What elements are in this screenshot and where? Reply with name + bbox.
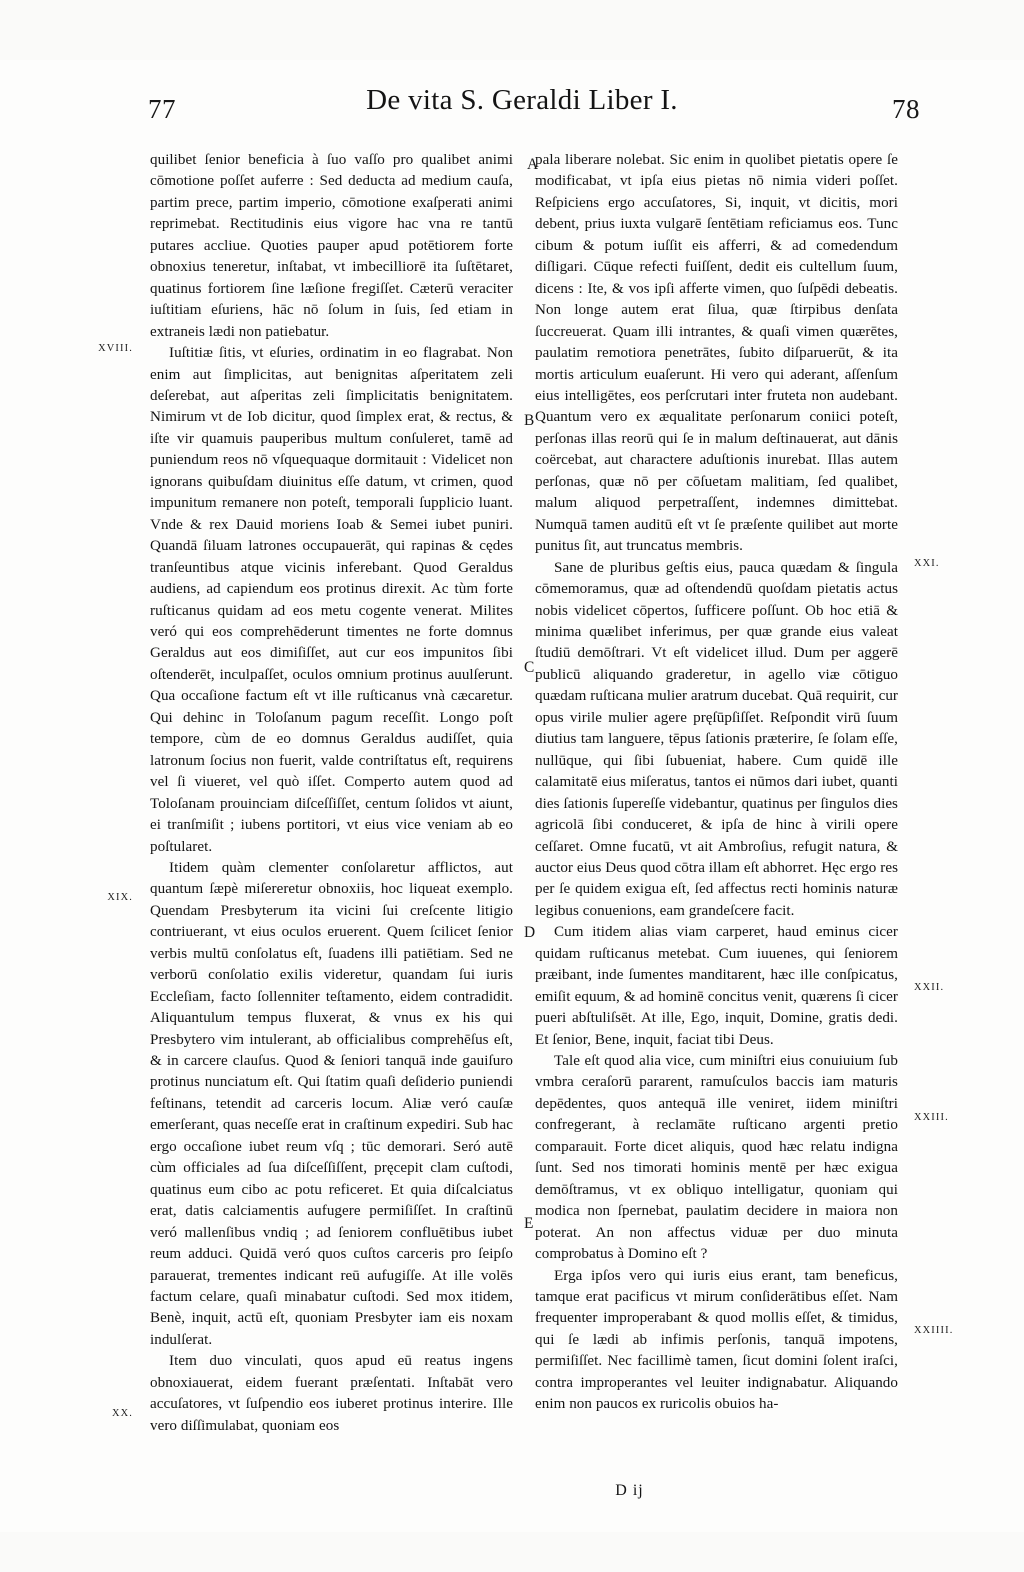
scan-edge-bottom [0,1532,1024,1572]
marginal-letter-e: E [524,1215,534,1232]
running-head [120,84,924,132]
section-number-xviii: XVIII. [98,343,133,354]
column-right [535,150,954,1437]
marginal-letter-a: A [527,156,539,173]
section-number-xix: XIX. [107,892,133,903]
section-number-xxii: XXII. [914,982,945,993]
paragraph: Erga ipſos vero qui iuris eius erant, tam beneficus, tamque erat pacificus vt mirum conſiderātibus eſſet. Nam frequenter improperabant & quod mollis eſſet, & timidus, qui ſe lædi ab infimis perſonis, tanquā impotens, permiſiſſet. Nec facillimè tamen, ſicut domini ſolent iraſci, contra improperantes vel leuiter indignabatur. Aliquando enim non paucos ex ruricolis obuios ha- [535,1267,898,1413]
paragraph: quilibet ſenior beneficia à ſuo vaſſo pro qualibet animi cōmotione poſſet auferre : Sed deducta ad medium cauſa, partim prece, partim imperio, cōmotione exaſperati animi reprimebat. Rectitudinis eius vigore hac vna re tantū putares accliue. Quoties pauper apud potētiorem forte obnoxius teneretur, inſtabat, vt imbecilliorē ita ſuſtētaret, quatinus fortiorem ſine læſione fregiſſet. Cæterū veraciter iuſtitiam eſuriens, hāc nō ſolum in ſuis, ſed etiam in extraneis lædi non patiebatur. [150,152,513,340]
paragraph: Item duo vinculati, quos apud eū reatus ingens obnoxiauerat, eidem fuerant præſentati. Inſtabāt vero accuſatores, vt ſuſpendio eos iuberet protinus interire. Ille vero diſſimulabat, quoniam eos [150,1353,513,1434]
section-number-xx: XX. [111,1408,133,1419]
scan-edge-top [0,0,1024,60]
folio-number-verso: 77 [148,94,176,124]
section-number-xxiii: XXIII. [914,1112,949,1123]
text-body [98,150,954,1437]
paragraph: Itidem quàm clementer conſolaretur afflictos, aut quantum ſæpè miſereretur obnoxiis, hoc liqueat exemplo. Quendam Presbyterum ita vicini ſui creſcente litigio contriuerant, vt eius oculos eruerent. Quem ſcilicet ſenior verbis multū conſolatus eſt, ſuadens illi patiētiam. Sed ne verborū conſolatio exilis videretur, quandam ſui iuris Eccleſiam, facto ſollenniter teſtamento, eidem contradidit. Aliquantulum tempus fluxerat, & vnus ex his qui Presbytero vim intulerant, ab officialibus comprehēſus eſt, & in carcere clauſus. Quod & ſeniori tanquā inde gauiſuro protinus nunciatum eſt. Qui ſtatim quaſi deſiderio puniendi feſtinans, tetendit ad carceris locum. Aliæ veró cauſæ emerſerant, quas neceſſe erat in craſtinum expediri. Sub hac ergo occaſione iubet reum vſq ; tūc demorari. Seró autē cùm officiales ad ſua diſceſſiſſent, pręcepit clam cuſtodi, quatinus eum cibo ac potu reficeret. Et quia diſcalciatus erat, datis calciamentis aufugere permiſiſſet. In craſtinū veró mallenſibus vndiq ; ad ſeniorem confluētibus iubet reum adduci. Quidā veró quos cuſtos carceris pro ſeipſo parauerat, trementes indicant reū aufugiſſe. At ille volēs factum celare, quaſi minabatur cuſtodi. Sed mox itidem, Benè, inquit, actū eſt, quoniam Presbyter iam eis noxam indulſerat. [150,859,513,1348]
folio-number-recto: 78 [892,94,920,124]
marginal-letter-c: C [524,659,535,676]
section-number-xxiiii: XXIIII. [914,1325,954,1336]
paragraph: Cum itidem alias viam carperet, haud eminus cicer quidam ruſticanus metebat. Cum iuuenes, qui ſeniorem præibant, inde ſumentes manditarent, hæc ille conſpicatus, emiſit equum, & ad hominē concitus venit, quærens ſi cicer pueri abſtuliſsēt. At ille, Ego, inquit, Domine, gratis dedi. Et ſenior, Bene, inquit, faciat tibi Deus. [535,924,898,1048]
marginal-letter-d: D [524,924,536,941]
signature-mark: D ij [615,1482,644,1499]
paragraph: pala liberare nolebat. Sic enim in quolibet pietatis opere ſe modificabat, vt ipſa eius pietas nō nimia videri poſſet. Reſpiciens ergo accuſatores, Si, inquit, vt dicitis, mori debent, prius iuxta vulgarē ſentētiam reficiamus eos. Tunc cibum & potum iuſſit eis afferri, & ad comedendum diſligari. Cūque refecti fuiſſent, dedit eis cultellum ſuum, dicens : Ite, & vos ipſi afferte vimen, quo ſuſpēdi debeatis. Non longe autem erat ſilua, quæ ſtirpibus denſata ſuccreuerat. Quam illi intrantes, & quaſi vimen quærētes, paulatim remotiora penetrātes, ſubito diſparuerūt, & ita mortis articulum euaſerunt. Hi vero qui aderant, aſſenſum eius intelligētes, eos perſcrutari inter fruteta non audebant. Quantum vero ex æqualitate perſonarum coniici poteſt, perſonas illas reorū qui ſe in malum deſtinauerat, aut dānis coërcebat, aut charactere aduſtionis inurebat. Illas autem perſonas, quæ nō per cōſuetam malitiam, ſed qualibet, malum aliquod perpetraſſent, indemnes dimittebat. Numquā tamen auditū eſt vt ſe præſente quilibet aut morte punitus ſit, aut truncatus membris. [535,152,898,555]
page-title: De vita S. Geraldi Liber I. [366,84,678,116]
paragraph: Sane de pluribus geſtis eius, pauca quædam & ſingula cōmemoramus, quæ ad oſtendendū quoſdam pietatis actus nobis videlicet cōpertos, ſufficere poſſunt. Ob hoc etiā & minima quælibet inferimus, per quæ grande eius valeat ſtudiū demōſtrari. Vt eſt videlicet illud. Dum per aggerē publicū aliquando graderetur, in agello viæ cōtiguo quædam ruſticana mulier aratrum ducebat. Quā requirit, cur opus virile mulier agere pręſūpſiſſet. Reſpondit virū ſuum diutius tam languere, tēpus ſationis præterire, ſe ſolam eſſe, nullūque, qui ſibi ſubueniat, habere. Cum quidē ille calamitatē eius miſeratus, tantos ei nūmos dari iubet, quanti dies ſationis ſupereſſe videbantur, quatinus per ſingulos dies agricolā ſibi conduceret, & ipſa de hinc à virili opere ceſſaret. Omne fucatū, vt ait Ambroſius, refugit natura, & auctor eius Deus quod cōtra illam eſt abhorret. Hęc ergo res per ſe quidem exigua eſt, ſed affectus recti hominis naturæ legibus conuenions, eam grandeſcere facit. [535,559,898,919]
paragraph: Iuſtitiæ ſitis, vt eſuries, ordinatim in eo flagrabat. Non enim aut ſimplicitas, aut benignitas aſperitatem zeli deſerebat, aut aſperitas zeli ſimplicitatis benignitatem. Nimirum vt de Iob dicitur, quod ſimplex erat, & rectus, & iſte vir quamuis pauperibus multum conſuleret, tamē ad puniendum reos nō vſquequaque dormitauit : Videlicet non ignorans quibuſdam diuinitus eſſe datum, vt crimen, quod impunitum remanere non poteſt, temporali ſupplicio luant. Vnde & rex Dauid moriens Ioab & Semei iubet puniri. Quandā ſiluam latrones occupauerāt, qui rapinas & cędes tranſeuntibus atque vicinis inferebant. Quod Geraldus audiens, ad capiendum eos protinus direxit. Ac tùm forte ruſticanus quidam ad eos metu cogente venerat. Milites veró qui eos comprehēderunt timentes ne forte domnus Geraldus aut eos dimiſiſſet, aut cur eos impunitos ſibi oſtenderēt, inculpaſſet, oculos omnium protinus auulſerunt. Qua occaſione factum eſt vt ille ruſticanus vnà cæcaretur. Qui dehinc in Toloſanum pagum receſſit. Longo poſt tempore, cùm de eo domnus Geraldus audiſſet, quia latronum ſocius non fuerit, valde contriſtatus eſt, requirens vel ſi viueret, vel quò iſſet. Comperto autem quod ad Toloſanam prouinciam diſceſſiſſet, centum ſolidos vt aiunt, ei tranſmiſit ; iubens portitori, vt eius vice veniam ab eo poſtularet. [150,345,513,855]
section-number-xxi: XXI. [914,558,940,569]
paragraph: Tale eſt quod alia vice, cum miniſtri eius conuiuium ſub vmbra ceraſorū pararent, ramuſculos baccis iam maturis depēdentes, quos antequā ille veniret, iidem miniſtri confregerant, à reclamāte ruſticano argenti pretio comparauit. Forte dicet aliquis, quod hæc relatu indigna ſunt. Sed nos timorati hominis mentē per hæc exigua demōſtramus, vt ex obliquo intelligatur, quoniam qui modica non ſpernebat, paulatim decidere in maiora non poterat. An non affectus viduæ per duo minuta comprobatus à Domino eſt ? [535,1053,898,1263]
marginal-letter-b: B [524,412,535,429]
column-left [98,150,513,1437]
